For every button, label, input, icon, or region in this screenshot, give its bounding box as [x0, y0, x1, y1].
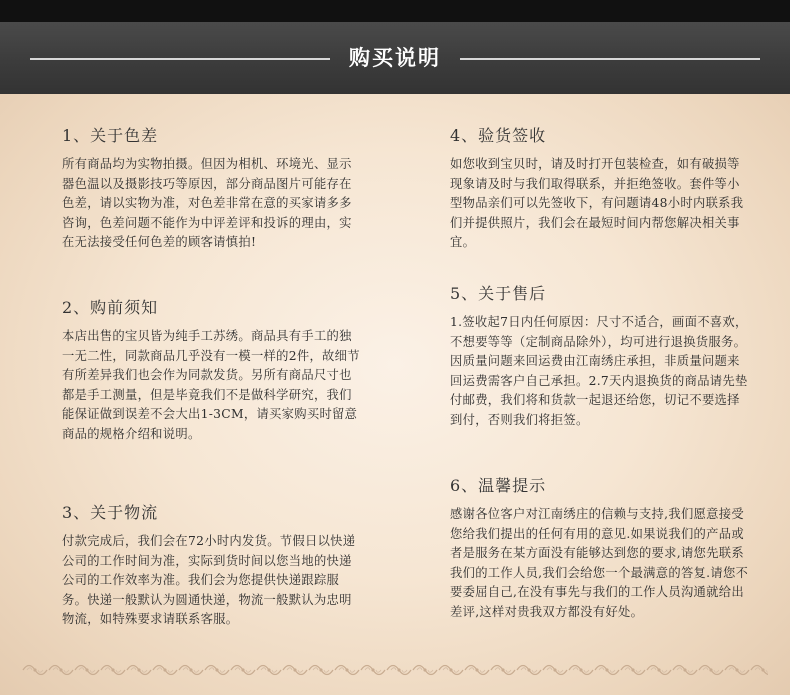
section-body: 感谢各位客户对江南绣庄的信赖与支持,我们愿意接受您给我们提出的任何有用的意见.如果说我们的产品或者是服务在某方面没有能够达到您的要求,请您先联系我们的工作人员,我们会给您一个最满意的答复.请您不要委屈自己,在没有事先与我们的工作人员沟通就给出差评,这样对贵我双方都没有好处。 — [450, 507, 749, 619]
section-pre-purchase-notice — [62, 295, 362, 445]
section-body: 付款完成后，我们会在72小时内发货。节假日以快递公司的工作时间为准，实际到货时间以您当地的快递公司的工作效率为准。我们会为您提供快递跟踪服务。快递一般默认为圆通快递，物流一般默认为忠明物流，如特殊要求请联系客服。 — [62, 534, 356, 627]
section-logistics — [62, 500, 362, 630]
section-color-difference — [62, 123, 362, 253]
header-banner — [0, 22, 790, 94]
section-title: 3、关于物流 — [62, 503, 159, 522]
section-body: 所有商品均为实物拍摄。但因为相机、环境光、显示器色温以及摄影技巧等原因，部分商品图片可能存在色差，请以实物为准，对色差非常在意的买家请多多咨询，色差问题不能作为中评差评和投诉的理由，实在无法接受任何色差的顾客请慎拍! — [62, 157, 352, 250]
section-title: 5、关于售后 — [450, 284, 547, 303]
section-after-sales — [450, 281, 750, 431]
section-inspection-receipt — [450, 123, 750, 253]
section-title: 6、温馨提示 — [450, 476, 547, 495]
section-body: 本店出售的宝贝皆为纯手工苏绣。商品具有手工的独一无二性，同款商品几乎没有一模一样的2件，故细节有所差异我们也会作为同款发货。另所有商品尺寸也都是手工测量，但是毕竟我们不是做科学研究，我们能保证做到误差不会大出1-3CM，请买家购买时留意商品的规格介绍和说明。 — [62, 329, 360, 441]
section-title: 2、购前须知 — [62, 298, 159, 317]
ornamental-border — [22, 663, 768, 677]
section-title: 1、关于色差 — [62, 126, 159, 145]
section-friendly-reminder — [450, 473, 750, 623]
section-body: 如您收到宝贝时，请及时打开包装检查，如有破损等现象请及时与我们取得联系，并拒绝签收。套件等小型物品亲们可以先签收下，有问题请48小时内联系我们并提供照片，我们会在最短时间内帮您解决相关事宜。 — [450, 157, 744, 250]
ornament-pattern-icon — [22, 663, 768, 677]
section-body: 1.签收起7日内任何原因：尺寸不适合，画面不喜欢，不想要等等（定制商品除外），均可进行退换货服务。因质量问题来回运费由江南绣庄承担，非质量问题来回运费需客户自己承担。2.7天内退换货的商品请先垫付邮费，我们将和货款一起退还给您，切记不要选择到付，否则我们将拒签。 — [450, 315, 748, 427]
header-divider-right — [460, 58, 760, 60]
section-title: 4、验货签收 — [450, 126, 547, 145]
top-dark-strip — [0, 0, 790, 22]
page-title: 购买说明 — [349, 46, 441, 70]
